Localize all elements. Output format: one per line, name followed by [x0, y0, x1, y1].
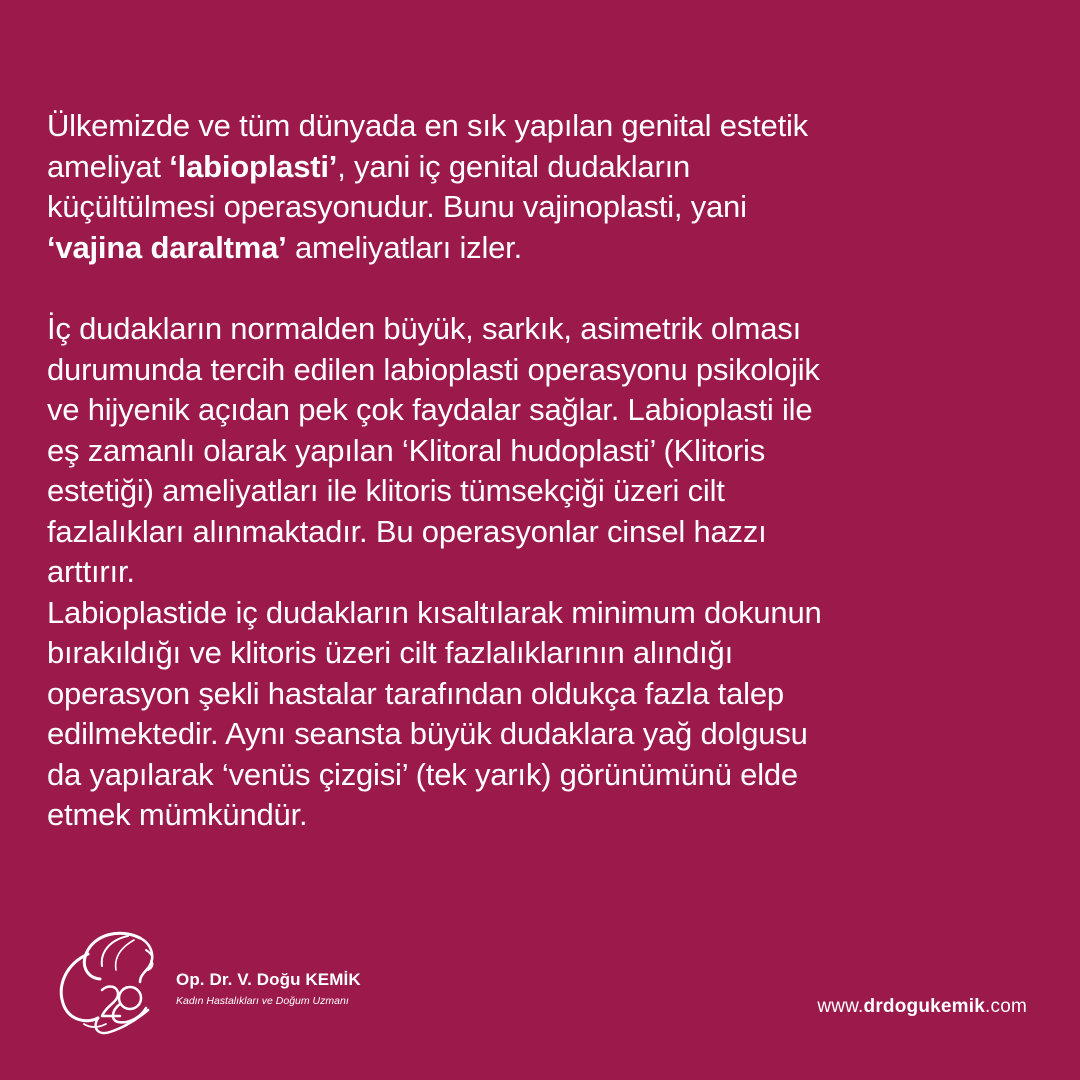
text-line: arttırır. — [47, 554, 135, 589]
text-line: İç dudakların normalden büyük, sarkık, asimetrik olması — [47, 311, 801, 346]
paragraph-spacer — [47, 268, 1047, 309]
text-line: fazlalıkları alınmaktadır. Bu operasyonlar cinsel hazzı — [47, 513, 767, 549]
website-suffix: .com — [985, 996, 1027, 1017]
text-line: estetiği) ameliyatları ile klitoris tümsekçiği üzeri cilt — [47, 473, 725, 508]
text-line: ve hijyenik açıdan pek çok faydalar sağlar. Labioplasti ile — [47, 392, 813, 427]
doctor-name: Op. Dr. V. Doğu KEMİK — [176, 970, 361, 989]
website-prefix: www. — [817, 996, 864, 1017]
article-body — [47, 106, 1047, 836]
paragraph-3 — [47, 593, 1047, 836]
text-line: bırakıldığı ve klitoris üzeri cilt fazlalıklarının alındığı — [47, 635, 733, 670]
text-line: etmek mümkündür. — [47, 797, 308, 832]
emphasis-vajina-daraltma: ‘vajina daraltma’ — [47, 229, 287, 265]
text-line: Ülkemizde ve tüm dünyada en sık yapılan genital estetik — [47, 108, 808, 143]
text-segment: , yani iç genital dudakların — [337, 148, 691, 184]
text-line: küçültülmesi operasyonudur. Bunu vajinoplasti, yani — [47, 189, 747, 224]
text-line: eş zamanlı olarak yapılan ‘Klitoral hudoplasti’ (Klitoris — [47, 432, 766, 468]
mother-baby-logo-icon — [48, 924, 168, 1039]
text-line: operasyon şekli hastalar tarafından oldukça fazla talep — [47, 675, 784, 711]
text-line — [47, 147, 1047, 188]
text-line: edilmektedir. Aynı seansta büyük dudaklara yağ dolgusu — [47, 716, 808, 751]
text-line: Labioplastide iç dudakların kısaltılarak minimum dokunun — [47, 594, 822, 630]
emphasis-labioplasti: ‘labioplasti’ — [169, 148, 338, 184]
text-line: durumunda tercih edilen labioplasti operasyonu psikolojik — [47, 351, 820, 387]
website-link[interactable] — [817, 996, 1027, 1018]
doctor-brand — [176, 970, 361, 1008]
website-domain: drdogukemik — [863, 996, 986, 1017]
paragraph-2 — [47, 309, 1047, 593]
text-line: da yapılarak ‘venüs çizgisi’ (tek yarık) görünümünü elde — [47, 756, 798, 792]
doctor-title: Kadın Hastalıkları ve Doğum Uzmanı — [176, 995, 349, 1007]
text-line — [47, 228, 1047, 269]
paragraph-1 — [47, 106, 1047, 268]
text-segment: ameliyat — [47, 148, 170, 184]
text-segment: ameliyatları izler. — [286, 229, 523, 265]
